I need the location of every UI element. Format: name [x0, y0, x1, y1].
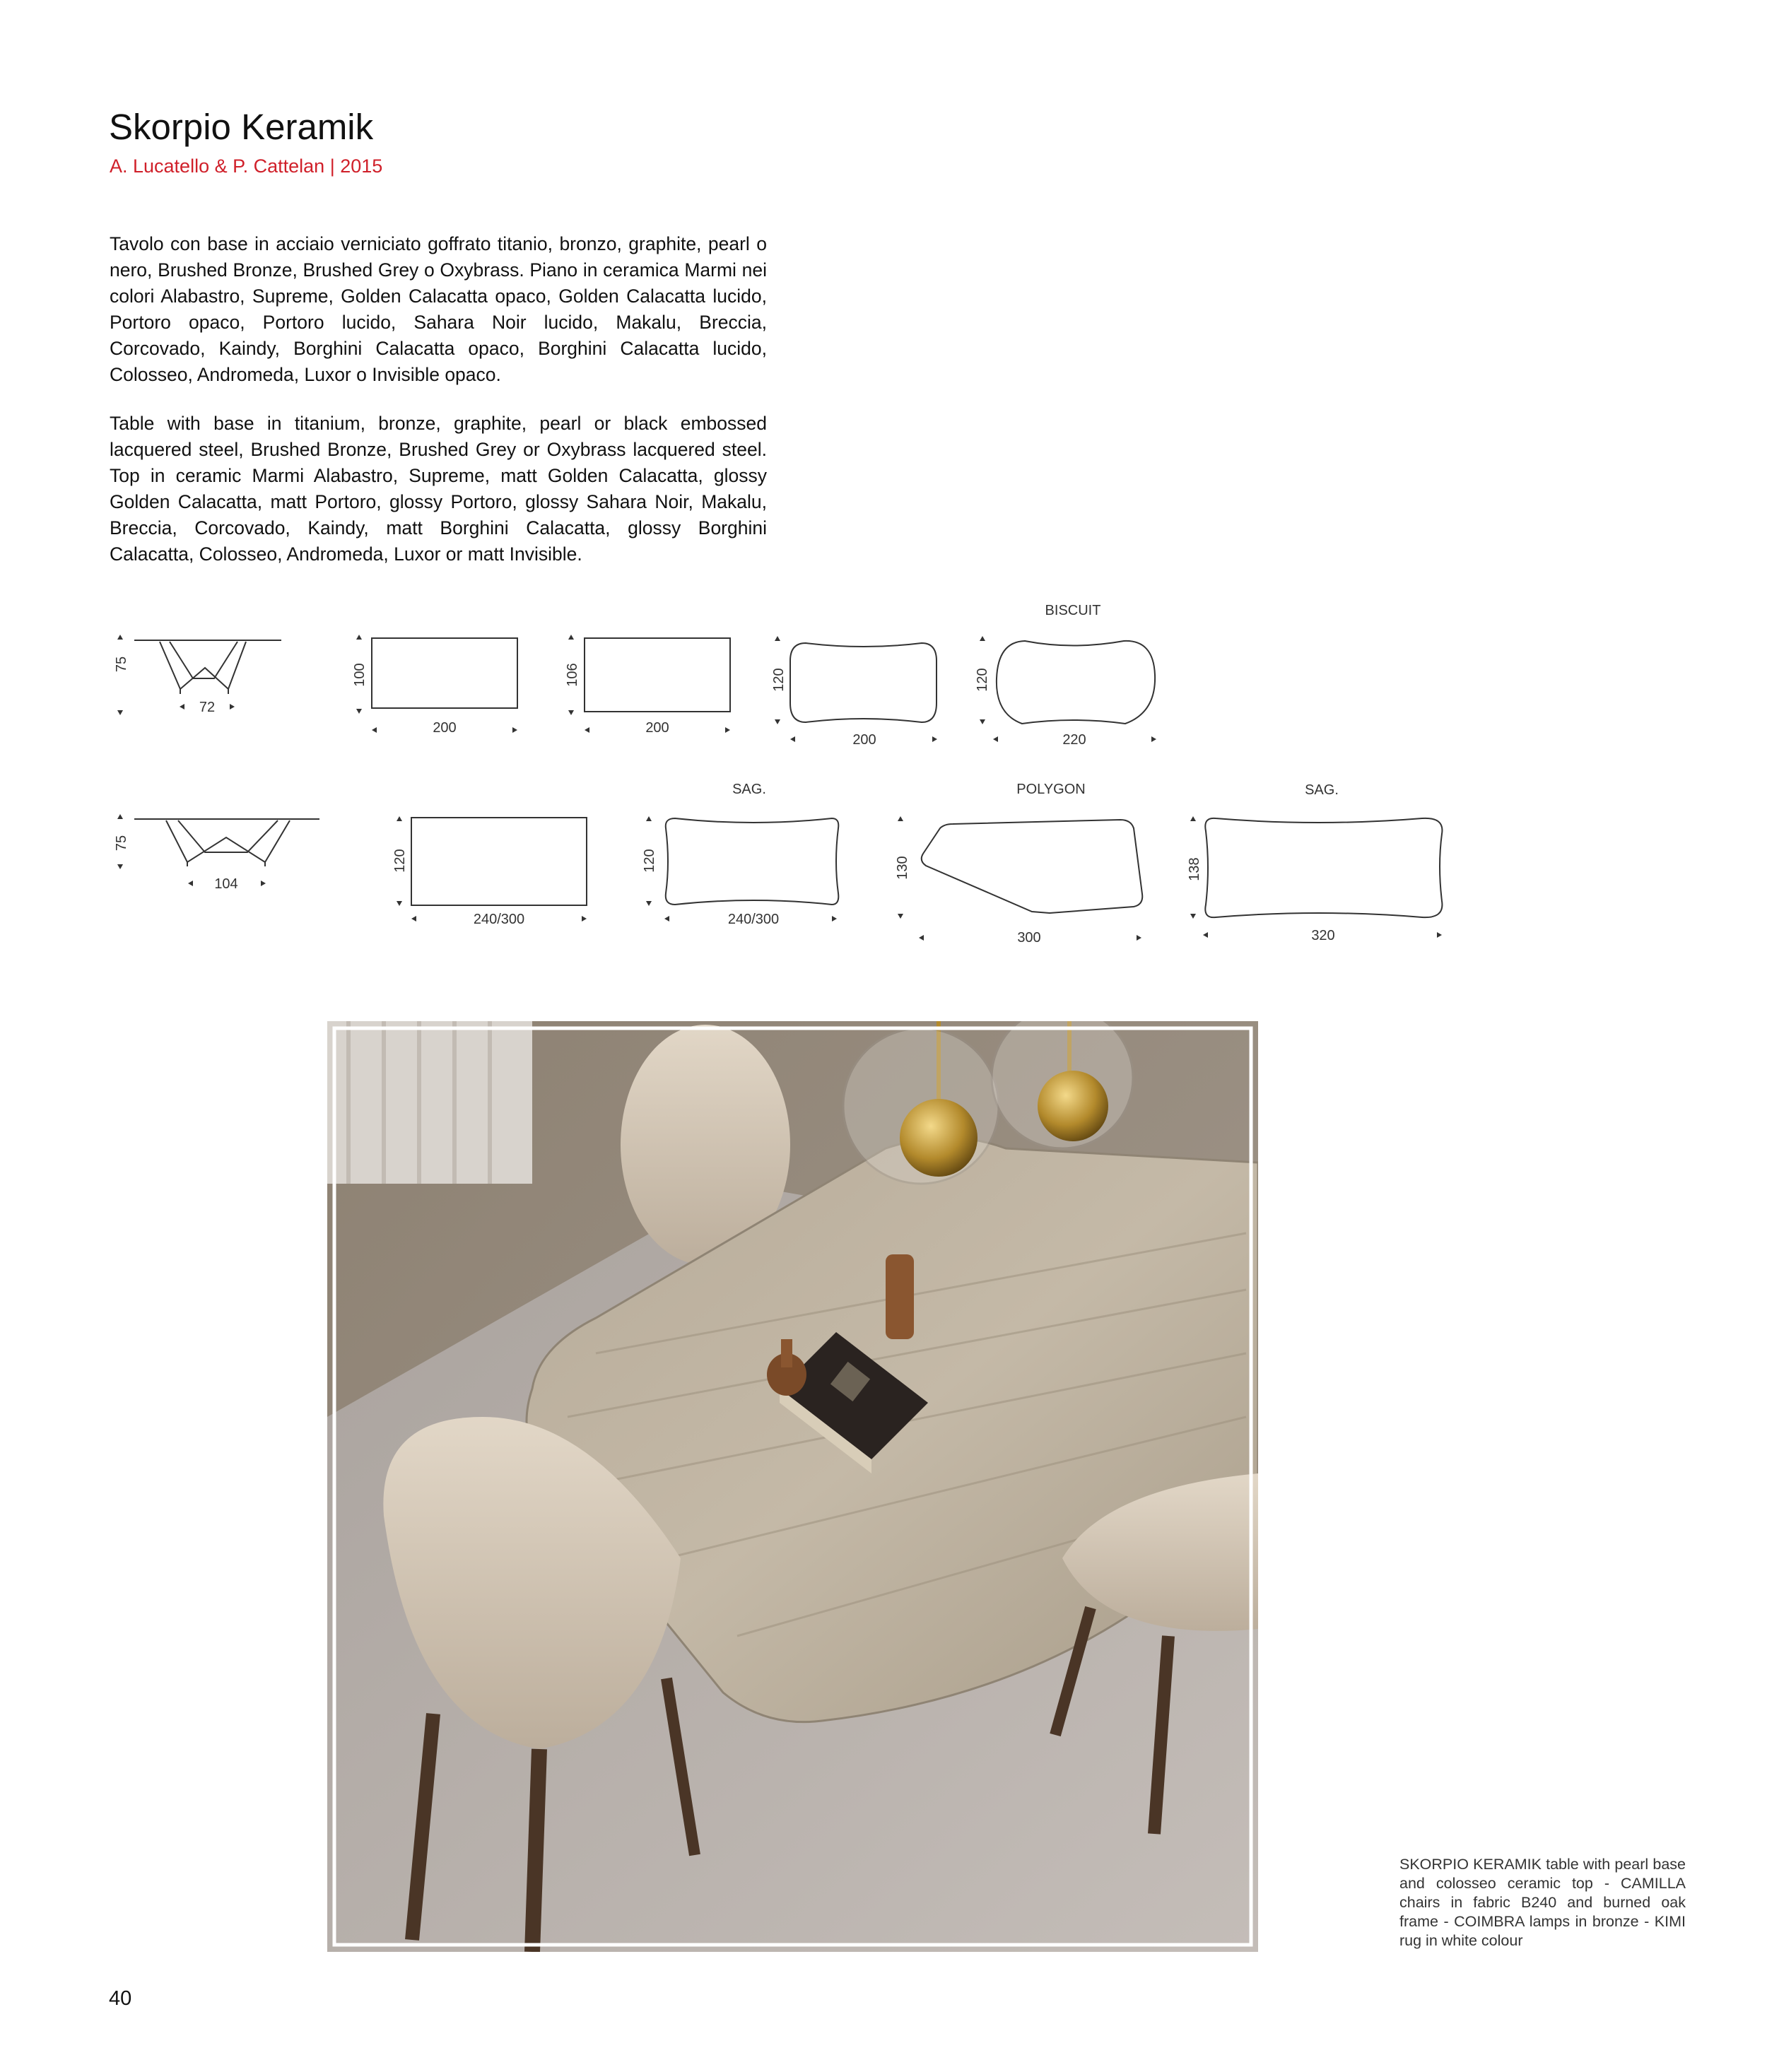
biscuit-depth: 120	[975, 668, 990, 692]
polygon-label: POLYGON	[1016, 782, 1086, 797]
sagomato-b-depth: 138	[1187, 857, 1202, 881]
rect-a-width: 200	[433, 720, 457, 736]
biscuit-width: 220	[1062, 732, 1086, 748]
side-view-2-height: 75	[114, 835, 129, 852]
biscuit-label: BISCUIT	[1045, 603, 1101, 618]
rect-table-diagram-b	[568, 635, 730, 733]
dimension-diagrams	[0, 0, 1767, 989]
sagomato-b-width: 320	[1311, 928, 1335, 943]
rect-large-width: 240/300	[473, 912, 525, 927]
page-number: 40	[109, 1987, 132, 2010]
biscuit-table-diagram	[980, 636, 1156, 742]
sagomato-b-label: SAG.	[1305, 782, 1339, 798]
side-view-diagram-2	[117, 814, 319, 886]
rect-a-depth: 100	[352, 663, 368, 687]
photo-caption: SKORPIO KERAMIK table with pearl base and colosseo ceramic top - CAMILLA chairs in fabric B240 and burned oak frame - COIMBRA lamps in bronze - KIMI rug in white colour	[1399, 1856, 1686, 1949]
polygon-depth: 130	[895, 856, 910, 880]
oval-table-diagram	[775, 636, 937, 742]
rect-large-depth: 120	[392, 849, 408, 873]
sagomato-a-depth: 120	[642, 849, 657, 873]
side-view-2-depth: 104	[214, 876, 238, 892]
product-photo	[327, 1021, 1258, 1952]
sagomato-table-diagram-a	[646, 816, 838, 922]
oval-width: 200	[852, 732, 876, 748]
rect-b-width: 200	[645, 720, 669, 736]
rect-table-diagram-a	[356, 635, 517, 733]
product-title: Skorpio Keramik	[109, 107, 374, 147]
designer-credit: A. Lucatello & P. Cattelan | 2015	[110, 155, 383, 177]
sagomato-a-label: SAG.	[732, 782, 766, 797]
sagomato-a-width: 240/300	[727, 912, 780, 927]
side-view-1-depth: 72	[199, 700, 216, 715]
sagomato-table-diagram-b	[1190, 816, 1442, 938]
rect-table-diagram-large	[397, 816, 587, 922]
description-english: Table with base in titanium, bronze, graphite, pearl or black embossed lacquered steel, Brushed Bronze, Brushed Grey or Oxybrass lacquered steel. Top in ceramic Marmi Alabastro, Supreme, matt Golden Calacatta, glossy Golden Calacatta, matt Portoro, glossy Portoro, glossy Sahara Noir, Makalu, Breccia, Corcovado, Kaindy, matt Borghini Calacatta, glossy Borghini Calacatta, Colosseo, Andromeda, Luxor or matt Invisible.	[110, 413, 767, 565]
polygon-width: 300	[1017, 930, 1041, 946]
description-italian: Tavolo con base in acciaio verniciato goffrato titanio, bronzo, graphite, pearl o nero, Brushed Bronze, Brushed Grey o Oxybrass. Piano in ceramica Marmi nei colori Alabastro, Supreme, Golden Calacatta opaco, Golden Calacatta lucido, Portoro opaco, Portoro lucido, Sahara Noir lucido, Makalu, Breccia, Corcovado, Kaindy, Borghini Calacatta opaco, Borghini Calacatta lucido, Colosseo, Andromeda, Luxor o Invisible opaco.	[110, 233, 767, 385]
side-view-1-height: 75	[114, 656, 129, 673]
rect-b-depth: 106	[565, 663, 580, 687]
polygon-table-diagram	[898, 816, 1142, 941]
oval-depth: 120	[771, 668, 787, 692]
